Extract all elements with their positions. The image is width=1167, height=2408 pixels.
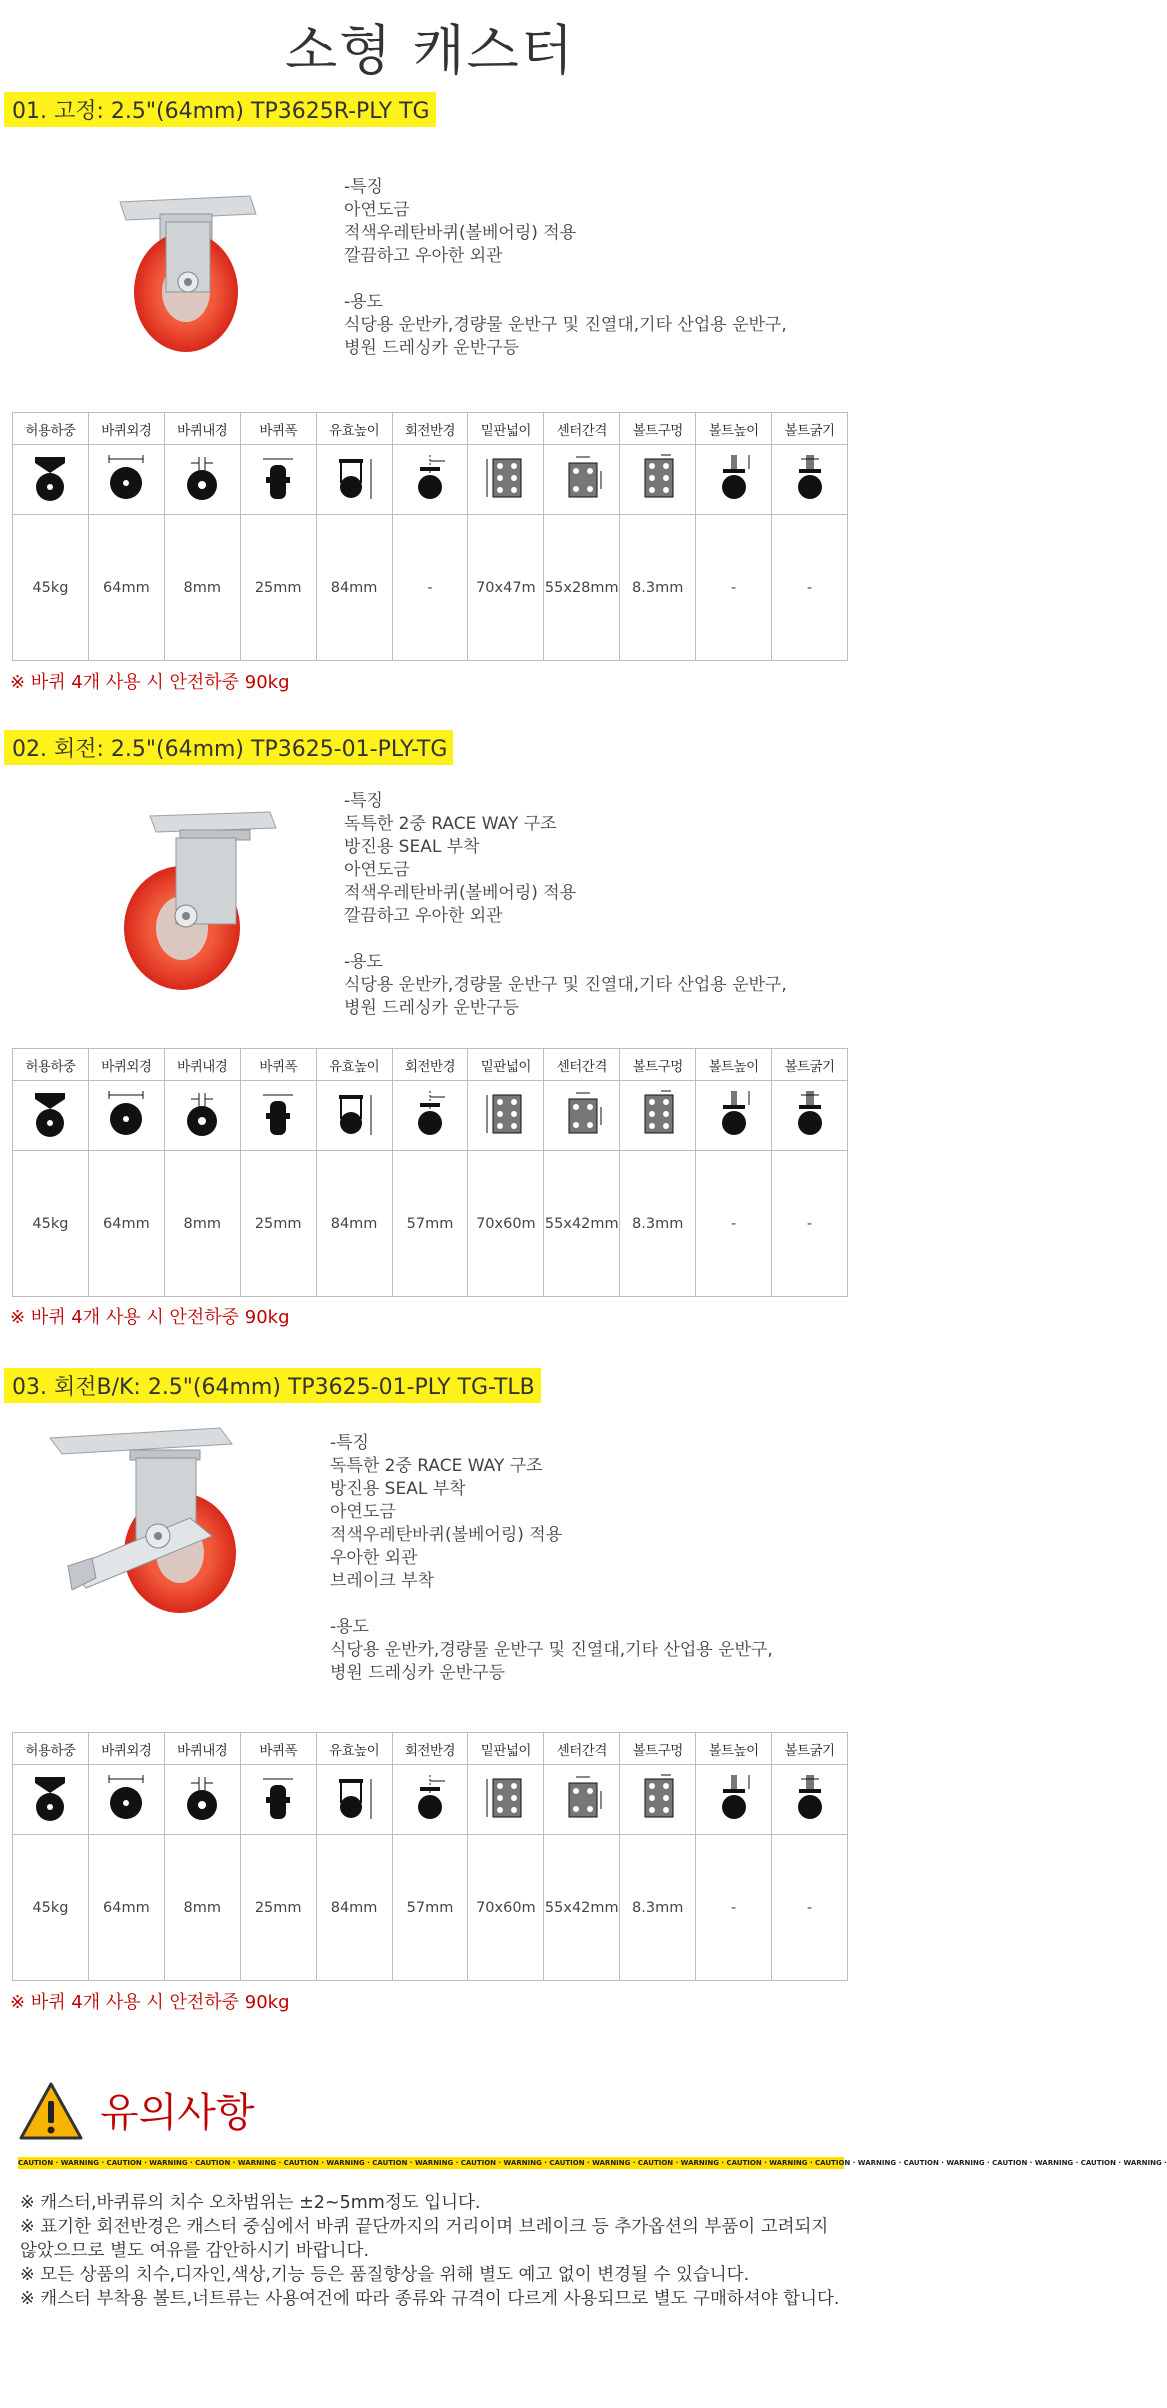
spec-header: 밑판넓이 (468, 1049, 544, 1081)
fixed-caster-image (110, 182, 260, 357)
effective-height-icon (329, 1773, 379, 1823)
spec-value-row (13, 515, 848, 661)
bolt-thickness-icon (785, 453, 835, 503)
spec-header: 볼트굵기 (772, 1049, 848, 1081)
spec-table-2 (12, 1048, 848, 1297)
spec-header: 바퀴폭 (240, 1049, 316, 1081)
spacer (344, 928, 787, 951)
section-heading-3: 03. 회전B/K: 2.5"(64mm) TP3625-01-PLY TG-TLB (4, 1368, 541, 1403)
base-plate-icon (481, 453, 531, 503)
notice-item: ※ 캐스터,바퀴류의 치수 오차범위는 ±2~5mm정도 입니다. (20, 2193, 481, 2213)
spec-header: 센터간격 (544, 1733, 620, 1765)
feature-line: -특징 (330, 1433, 369, 1453)
feature-line: 아연도금 (330, 1502, 396, 1522)
spec-header: 유효높이 (316, 1049, 392, 1081)
notice-item: ※ 모든 상품의 치수,디자인,색상,기능 등은 품질향상을 위해 별도 예고 없이 변경될 수 있습니다. (20, 2265, 750, 2285)
swivel-brake-caster-image (40, 1418, 290, 1618)
swivel-radius-icon (405, 1089, 455, 1139)
spec-header: 볼트구멍 (620, 413, 696, 445)
features-list-2 (344, 790, 787, 1020)
load-capacity-icon (25, 1089, 75, 1139)
feature-line: 식당용 운반카,경량물 운반구 및 진열대,기타 산업용 운반구, (344, 315, 787, 335)
caution-title: 유의사항 (100, 2090, 255, 2136)
feature-line: 우아한 외관 (330, 1548, 418, 1568)
spec-header: 센터간격 (544, 1049, 620, 1081)
spec-header: 센터간격 (544, 413, 620, 445)
features-list-3 (330, 1432, 773, 1685)
wheel-width-icon (253, 1773, 303, 1823)
wheel-diameter-icon (101, 453, 151, 503)
bolt-hole-icon (633, 453, 683, 503)
spec-value: - (772, 1151, 848, 1297)
bolt-height-icon (709, 1773, 759, 1823)
feature-line: 독특한 2중 RACE WAY 구조 (344, 814, 557, 834)
spec-value: 8mm (164, 515, 240, 661)
spec-icon-row (13, 445, 848, 515)
section-heading-1: 01. 고정: 2.5"(64mm) TP3625R-PLY TG (4, 92, 436, 127)
spacer (330, 1593, 773, 1616)
bolt-thickness-icon (785, 1773, 835, 1823)
feature-line: 방진용 SEAL 부착 (330, 1479, 466, 1499)
features-list-1 (344, 176, 787, 360)
spec-value: 45kg (13, 1151, 89, 1297)
spec-value: 64mm (88, 1151, 164, 1297)
spec-value: 8.3mm (620, 1151, 696, 1297)
bolt-height-icon (709, 453, 759, 503)
spec-value: 25mm (240, 1835, 316, 1981)
spec-header: 바퀴폭 (240, 413, 316, 445)
spec-header: 볼트높이 (696, 413, 772, 445)
bolt-thickness-icon (785, 1089, 835, 1139)
swivel-caster-image (110, 808, 280, 993)
warning-triangle-icon (18, 2081, 84, 2141)
spec-value: - (772, 1835, 848, 1981)
feature-line: -특징 (344, 177, 383, 197)
spec-header: 허용하중 (13, 413, 89, 445)
section-heading-2: 02. 회전: 2.5"(64mm) TP3625-01-PLY-TG (4, 730, 453, 765)
feature-line: -용도 (344, 292, 383, 312)
spec-header-row (13, 413, 848, 445)
spec-header: 볼트높이 (696, 1733, 772, 1765)
spec-table-3 (12, 1732, 848, 1981)
center-distance-icon (557, 1773, 607, 1823)
feature-line: 적색우레탄바퀴(볼베어링) 적용 (330, 1525, 563, 1545)
spec-header: 회전반경 (392, 1733, 468, 1765)
spec-value: 57mm (392, 1151, 468, 1297)
spec-header-row (13, 1049, 848, 1081)
safety-load-note-3: ※ 바퀴 4개 사용 시 안전하중 90kg (10, 1992, 290, 2013)
feature-line: 독특한 2중 RACE WAY 구조 (330, 1456, 543, 1476)
spec-header: 바퀴내경 (164, 1733, 240, 1765)
wheel-diameter-icon (101, 1089, 151, 1139)
spec-value: 70x47m (468, 515, 544, 661)
notice-item: ※ 표기한 회전반경은 캐스터 중심에서 바퀴 끝단까지의 거리이며 브레이크 등 추가옵션의 부품이 고려되지 않았으므로 별도 여유를 감안하시기 바랍니다. (20, 2217, 829, 2261)
safety-load-note-2: ※ 바퀴 4개 사용 시 안전하중 90kg (10, 1307, 290, 1328)
feature-line: 적색우레탄바퀴(볼베어링) 적용 (344, 223, 577, 243)
spec-value: 45kg (13, 515, 89, 661)
spec-value: 57mm (392, 1835, 468, 1981)
spec-value: 55x42mm (544, 1835, 620, 1981)
spec-value: 8mm (164, 1835, 240, 1981)
base-plate-icon (481, 1089, 531, 1139)
spec-value: 70x60m (468, 1835, 544, 1981)
spec-value: - (696, 1151, 772, 1297)
feature-line: 아연도금 (344, 860, 410, 880)
spec-value: 55x42mm (544, 1151, 620, 1297)
spec-value: 8.3mm (620, 515, 696, 661)
feature-line: 식당용 운반카,경량물 운반구 및 진열대,기타 산업용 운반구, (330, 1640, 773, 1660)
center-distance-icon (557, 453, 607, 503)
feature-line: -특징 (344, 791, 383, 811)
page-title: 소형 캐스터 (285, 19, 575, 82)
feature-line: 식당용 운반카,경량물 운반구 및 진열대,기타 산업용 운반구, (344, 975, 787, 995)
feature-line: 깔끔하고 우아한 외관 (344, 906, 503, 926)
spec-value: 84mm (316, 1835, 392, 1981)
spec-value: - (772, 515, 848, 661)
spec-value: 84mm (316, 515, 392, 661)
wheel-width-icon (253, 453, 303, 503)
load-capacity-icon (25, 453, 75, 503)
feature-line: 적색우레탄바퀴(볼베어링) 적용 (344, 883, 577, 903)
spec-value-row (13, 1151, 848, 1297)
spec-header: 바퀴외경 (88, 413, 164, 445)
spec-value: 70x60m (468, 1151, 544, 1297)
bolt-hole-icon (633, 1089, 683, 1139)
spec-header: 유효높이 (316, 413, 392, 445)
feature-line: 브레이크 부착 (330, 1571, 434, 1591)
spec-header: 볼트굵기 (772, 413, 848, 445)
feature-line: -용도 (344, 952, 383, 972)
spec-value: 8.3mm (620, 1835, 696, 1981)
spec-header: 볼트높이 (696, 1049, 772, 1081)
feature-line: -용도 (330, 1617, 369, 1637)
center-distance-icon (557, 1089, 607, 1139)
caution-tape: CAUTION · WARNING · CAUTION · WARNING · CAUTION · WARNING · CAUTION · WARNING · CAUTION · WARNING · CAUTION · WARNING · CAUTION · WARNING · CAUTION · WARNING · CAUTION · WARNING · CAUTION · WARNING · CAUTION · WARNING · CAUTION · WARNING · CAUTION · WARNING · (18, 2159, 1167, 2167)
feature-line: 깔끔하고 우아한 외관 (344, 246, 503, 266)
spec-header: 볼트구멍 (620, 1049, 696, 1081)
base-plate-icon (481, 1773, 531, 1823)
wheel-inner-diameter-icon (177, 453, 227, 503)
spec-value: 25mm (240, 515, 316, 661)
wheel-inner-diameter-icon (177, 1773, 227, 1823)
spec-value: - (696, 1835, 772, 1981)
spec-header: 바퀴폭 (240, 1733, 316, 1765)
spec-header: 볼트구멍 (620, 1733, 696, 1765)
swivel-radius-icon (405, 453, 455, 503)
spec-value: 64mm (88, 1835, 164, 1981)
product-section-2 (0, 730, 860, 1330)
spec-value-row (13, 1835, 848, 1981)
spec-header: 유효높이 (316, 1733, 392, 1765)
effective-height-icon (329, 453, 379, 503)
spec-header: 회전반경 (392, 1049, 468, 1081)
spec-value: 45kg (13, 1835, 89, 1981)
swivel-radius-icon (405, 1773, 455, 1823)
spec-value: 64mm (88, 515, 164, 661)
wheel-width-icon (253, 1089, 303, 1139)
spec-header: 밑판넓이 (468, 1733, 544, 1765)
wheel-inner-diameter-icon (177, 1089, 227, 1139)
spec-value: 55x28mm (544, 515, 620, 661)
effective-height-icon (329, 1089, 379, 1139)
spec-icon-row (13, 1765, 848, 1835)
feature-line: 아연도금 (344, 200, 410, 220)
feature-line: 병원 드레싱카 운반구등 (330, 1663, 506, 1683)
notice-item: ※ 캐스터 부착용 볼트,너트류는 사용여건에 따라 종류와 규격이 다르게 사용되므로 별도 구매하셔야 합니다. (20, 2289, 840, 2309)
feature-line: 방진용 SEAL 부착 (344, 837, 480, 857)
spec-header: 밑판넓이 (468, 413, 544, 445)
bolt-height-icon (709, 1089, 759, 1139)
caution-notices (20, 2191, 840, 2311)
spec-value: - (696, 515, 772, 661)
spec-header: 바퀴외경 (88, 1049, 164, 1081)
feature-line: 병원 드레싱카 운반구등 (344, 338, 520, 358)
feature-line: 병원 드레싱카 운반구등 (344, 998, 520, 1018)
wheel-diameter-icon (101, 1773, 151, 1823)
spec-icon-row (13, 1081, 848, 1151)
spacer (344, 268, 787, 291)
safety-load-note-1: ※ 바퀴 4개 사용 시 안전하중 90kg (10, 672, 290, 693)
spec-header: 볼트굵기 (772, 1733, 848, 1765)
product-section-1 (0, 92, 860, 692)
spec-header: 바퀴내경 (164, 1049, 240, 1081)
spec-value: 8mm (164, 1151, 240, 1297)
spec-value: 25mm (240, 1151, 316, 1297)
product-section-3 (0, 1368, 860, 2013)
spec-header-row (13, 1733, 848, 1765)
spec-header: 허용하중 (13, 1049, 89, 1081)
spec-value: 84mm (316, 1151, 392, 1297)
bolt-hole-icon (633, 1773, 683, 1823)
spec-header: 바퀴내경 (164, 413, 240, 445)
load-capacity-icon (25, 1773, 75, 1823)
spec-header: 회전반경 (392, 413, 468, 445)
spec-header: 바퀴외경 (88, 1733, 164, 1765)
spec-value: - (392, 515, 468, 661)
spec-header: 허용하중 (13, 1733, 89, 1765)
spec-table-1 (12, 412, 848, 661)
